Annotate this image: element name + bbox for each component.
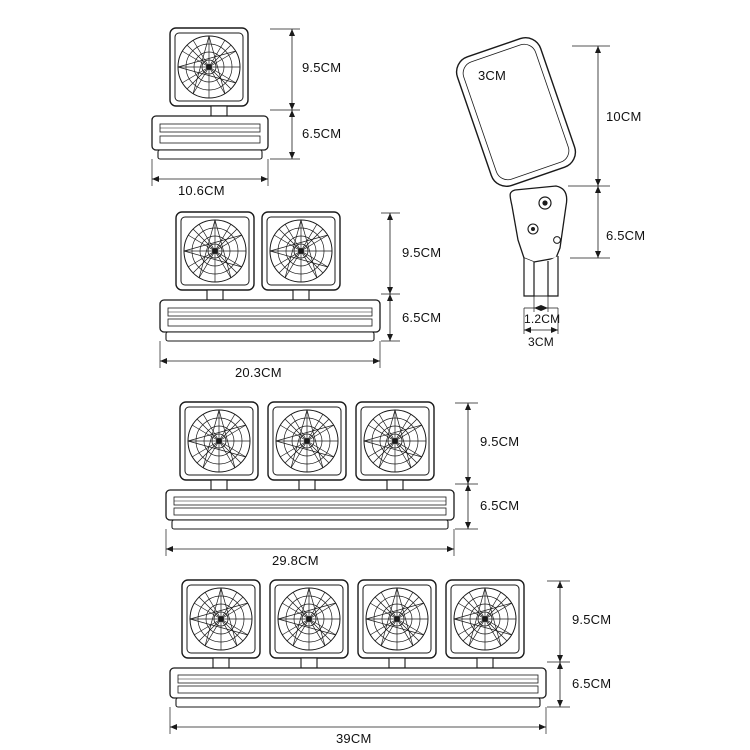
label-single-head-height: 9.5CM — [302, 60, 342, 75]
group-quad-head — [170, 580, 570, 734]
group-double-head — [160, 212, 400, 368]
group-side-view — [452, 33, 610, 334]
label-side-slot-width: 1.2CM — [524, 312, 561, 326]
label-side-total-height: 10CM — [606, 109, 642, 124]
label-triple-width: 29.8CM — [272, 553, 319, 568]
label-single-width: 10.6CM — [178, 183, 225, 198]
label-side-head-width: 3CM — [478, 68, 507, 83]
label-quad-head-height: 9.5CM — [572, 612, 612, 627]
label-double-width: 20.3CM — [235, 365, 282, 380]
label-side-base-width: 3CM — [528, 335, 554, 349]
label-quad-width: 39CM — [336, 731, 372, 746]
label-triple-base-height: 6.5CM — [480, 498, 520, 513]
label-single-base-height: 6.5CM — [302, 126, 342, 141]
group-triple-head — [166, 402, 478, 556]
label-double-head-height: 9.5CM — [402, 245, 442, 260]
group-single-head — [152, 28, 300, 186]
label-side-bracket-height: 6.5CM — [606, 228, 646, 243]
label-double-base-height: 6.5CM — [402, 310, 442, 325]
label-triple-head-height: 9.5CM — [480, 434, 520, 449]
label-quad-base-height: 6.5CM — [572, 676, 612, 691]
